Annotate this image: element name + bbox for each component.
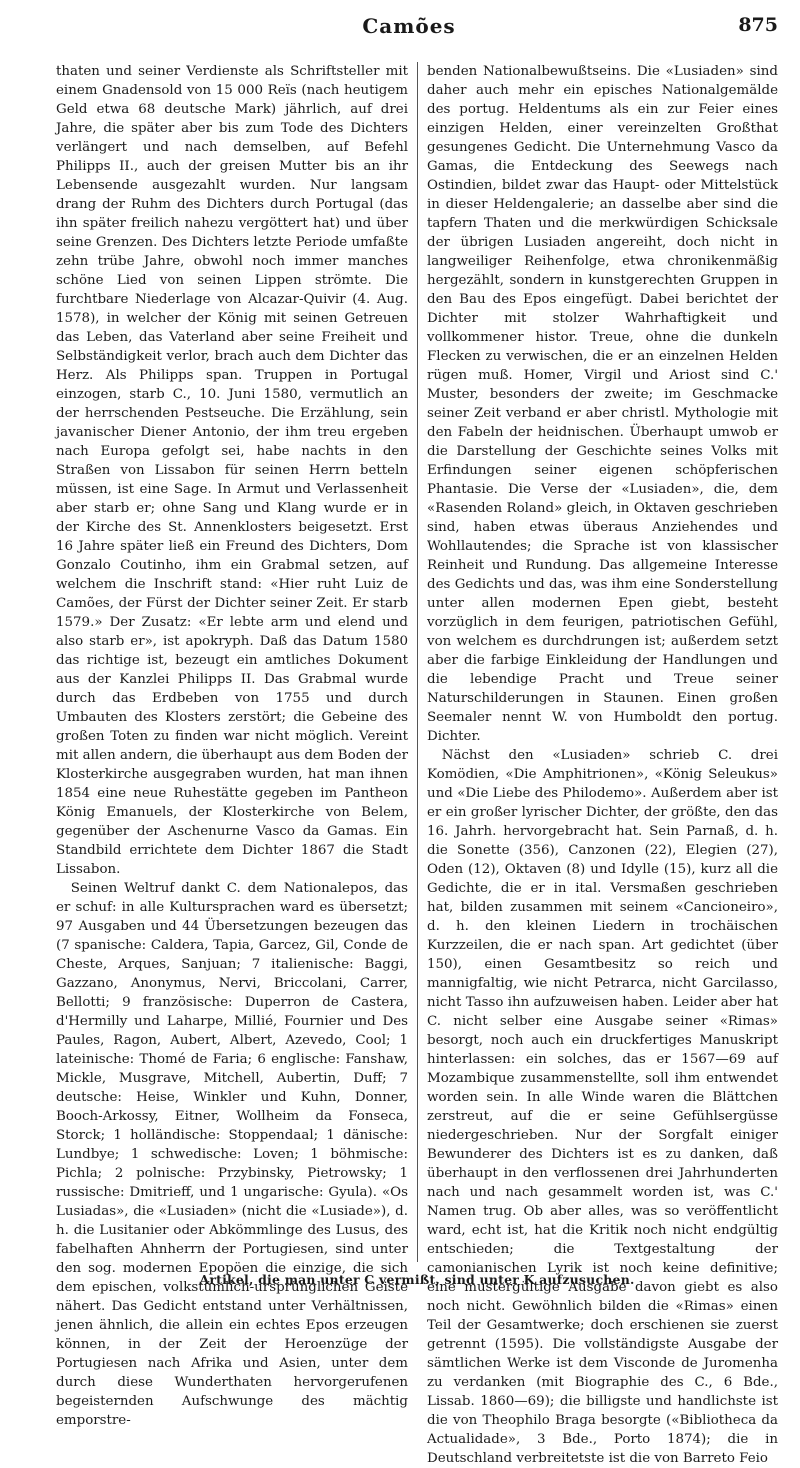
right-paragraph-1: benden Nationalbewußtseins. Die «Lusiaden» sind daher auch mehr ein episches Nationalgemälde des portug. Heldentums als ein zur Feier eines einzigen Helden, einer vereinzelten Großthat gesungenes Gedicht. Die Unternehmung Vasco da Gamas, die Entdeckung des Seewegs nach Ostindien, bildet zwar das Haupt- oder Mittelstück in dieser Heldengalerie; an dasselbe aber sind die tapfern Thaten und die merkwürdigen Schicksale der übrigen Lusiaden angereiht, doch nicht in langweiliger Reihenfolge, etwa chronikenmäßig hergezählt, sondern in kunstgerechten Gruppen in den Bau des Epos eingefügt. Dabei berichtet der Dichter mit stolzer Wahrhaftigkeit und vollkommener histor. Treue, ohne die dunkeln Flecken zu verwischen, die er an einzelnen Helden rügen muß. Homer, Virgil und Ariost sind C.' Muster, besonders der zweite; im Geschmacke seiner Zeit verband er aber christl. Mythologie mit den Fabeln der heidnischen. Überhaupt umwob er die Darstellung der Geschichte seines Volks mit Erfindungen seiner eigenen schöpferischen Phantasie. Die Verse der «Lusiaden», die, dem «Rasenden Roland» gleich, in Oktaven geschrieben sind, haben etwas überaus Anziehendes und Wohllautendes; die Sprache ist von klassischer Reinheit und Rundung. Das allgemeine Interesse des Gedichts und das, was ihm eine Sonderstellung unter allen modernen Epen giebt, besteht vorzüglich in dem feurigen, patriotischen Gefühl, von welchem es durchdrungen ist; außerdem setzt aber die farbige Einkleidung der Handlungen und die lebendige Pracht und Treue seiner Naturschilderungen in Staunen. Einen großen Seemaler nennt W. von Humboldt den portug. Dichter. — [427, 64, 778, 744]
left-paragraph-1: thaten und seiner Verdienste als Schriftsteller mit einem Gnadensold von 15 000 Reïs (nach heutigem Geld etwa 68 deutsche Mark) jährlich, auf drei Jahre, die später aber bis zum Tode des Dichters verlängert und nach demselben, auf Befehl Philipps II., auch der greisen Mutter bis an ihr Lebensende ausgezahlt wurden. Nur langsam drang der Ruhm des Dichters durch Portugal (das ihn später freilich nahezu vergöttert hat) und über seine Grenzen. Des Dichters letzte Periode umfaßte zehn trübe Jahre, obwohl noch immer manches schöne Lied von seinen Lippen strömte. Die furchtbare Niederlage von Alcazar-Quivir (4. Aug. 1578), in welcher der König mit seinen Getreuen das Leben, das Vaterland aber seine Freiheit und Selbständigkeit verlor, brach auch dem Dichter das Herz. Als Philipps span. Truppen in Portugal einzogen, starb C., 10. Juni 1580, vermutlich an der herrschenden Pestseuche. Die Erzählung, sein javanischer Diener Antonio, der ihm treu ergeben nach Europa gefolgt sei, habe nachts in den Straßen von Lissabon für seinen Herrn betteln müssen, ist eine Sage. In Armut und Verlassenheit aber starb er; ohne Sang und Klang wurde er in der Kirche des St. Annenklosters beigesetzt. Erst 16 Jahre später ließ ein Freund des Dichters, Dom Gonzalo Coutinho, ihm ein Grabmal setzen, auf welchem die Inschrift stand: «Hier ruht Luiz de Camões, der Fürst der Dichter seiner Zeit. Er starb 1579.» Der Zusatz: «Er lebte arm und elend und also starb er», ist apokryph. Daß das Datum 1580 das richtige ist, bezeugt ein amtliches Dokument aus der Kanzlei Philipps II. Das Grabmal wurde durch das Erdbeben von 1755 und durch Umbauten des Klosters zerstört; die Gebeine des großen Toten zu finden war nicht möglich. Vereint mit allen andern, die überhaupt aus dem Boden der Klosterkirche ausgegraben wurden, hat man ihnen 1854 eine neue Ruhestätte gegeben im Pantheon König Emanuels, der Klosterkirche von Belem, gegenüber der Aschenurne Vasco da Gamas. Ein Standbild errichtete dem Dichter 1867 die Stadt Lissabon. — [56, 64, 408, 877]
page-header — [40, 14, 778, 44]
page-number: 875 — [738, 14, 778, 36]
running-head: Camões — [362, 14, 456, 38]
right-paragraph-2: Nächst den «Lusiaden» schrieb C. drei Komödien, «Die Amphitrionen», «König Seleukus» und «Die Liebe des Philodemo». Außerdem aber ist er ein großer lyrischer Dichter, der größte, den das 16. Jahrh. hervorgebracht hat. Sein Parnaß, d. h. die Sonette (356), Canzonen (22), Elegien (27), Oden (12), Oktaven (8) und Idylle (15), kurz all die Gedichte, die er in ital. Versmaßen geschrieben hat, bilden zusammen mit seinem «Cancioneiro», d. h. den kleinen Liedern in trochäischen Kurzzeilen, die er nach span. Art gedichtet (über 150), einen Gesamtbesitz so reich und mannigfaltig, wie nicht Petrarca, nicht Garcilasso, nicht Tasso ihn aufzuweisen haben. Leider aber hat C. nicht selber eine Ausgabe seiner «Rimas» besorgt, noch auch ein druckfertiges Manuskript hinterlassen: ein solches, das er 1567—69 auf Mozambique zusammenstellte, soll ihm entwendet worden sein. In alle Winde waren die Blättchen zerstreut, auf die er seine Gefühlsergüsse niedergeschrieben. Nur der Sorgfalt einiger Bewunderer des Dichters ist es zu danken, daß überhaupt in den verflossenen drei Jahrhunderten nach und nach gesammelt worden ist, was C.' Namen trug. Ob aber alles, was so veröffentlicht ward, echt ist, hat die Kritik noch nicht endgültig entschieden; die Textgestaltung der camonianischen Lyrik ist noch keine definitive; eine mustergültige Ausgabe davon giebt es also noch nicht. Gewöhnlich bilden die «Rimas» einen Teil der Gesamtwerke; doch erschienen sie zuerst getrennt (1595). Die vollständigste Ausgabe der sämtlichen Werke ist dem Visconde de Juromenha zu verdanken (mit Biographie des C., 6 Bde., Lissab. 1860—69); die billigste und handlichste ist die von Theophilo Braga besorgte («Bibliotheca da Actualidade», 3 Bde., Porto 1874); die in Deutschland verbreitetste ist die von Barreto Feio — [427, 748, 778, 1466]
footer-note: Artikel, die man unter C vermißt, sind unter K aufzusuchen. — [199, 1272, 635, 1287]
left-paragraph-2: Seinen Weltruf dankt C. dem Nationalepos, das er schuf: in alle Kultursprachen ward es übersetzt; 97 Ausgaben und 44 Übersetzungen bezeugen das (7 spanische: Caldera, Tapia, Garcez, Gil, Conde de Cheste, Arques, Sanjuan; 7 italienische: Baggi, Gazzano, Anonymus, Nervi, Briccolani, Carrer, Bellotti; 9 französische: Duperron de Castera, d'Hermilly und Laharpe, Millié, Fournier und Des Paules, Ragon, Aubert, Albert, Azevedo, Cool; 1 lateinische: Thomé de Faria; 6 englische: Fanshaw, Mickle, Musgrave, Mitchell, Aubertin, Duff; 7 deutsche: Heise, Winkler und Kuhn, Donner, Booch-Arkossy, Eitner, Wollheim da Fonseca, Storck; 1 holländische: Stoppendaal; 1 dänische: Lundbye; 1 schwedische: Loven; 1 böhmische: Pichla; 2 polnische: Przybinsky, Pietrowsky; 1 russische: Dmitrieff, und 1 ungarische: Gyula). «Os Lusiadas», die «Lusiaden» (nicht die «Lusiade»), d. h. die Lusitanier oder Abkömmlinge des Lusus, des fabelhaften Ahnherrn der Portugiesen, sind unter den sog. modernen Epopöen die einzige, die sich dem epischen, volkstümlich-ursprünglichen Geiste nähert. Das Gedicht entstand unter Verhältnissen, jenen ähnlich, die allein ein echtes Epos erzeugen können, in der Zeit der Heroenzüge der Portugiesen nach Afrika und Asien, unter dem durch diese Wunderthaten hervorgerufenen begeisternden Aufschwunge des mächtig emporstre- — [56, 881, 408, 1428]
